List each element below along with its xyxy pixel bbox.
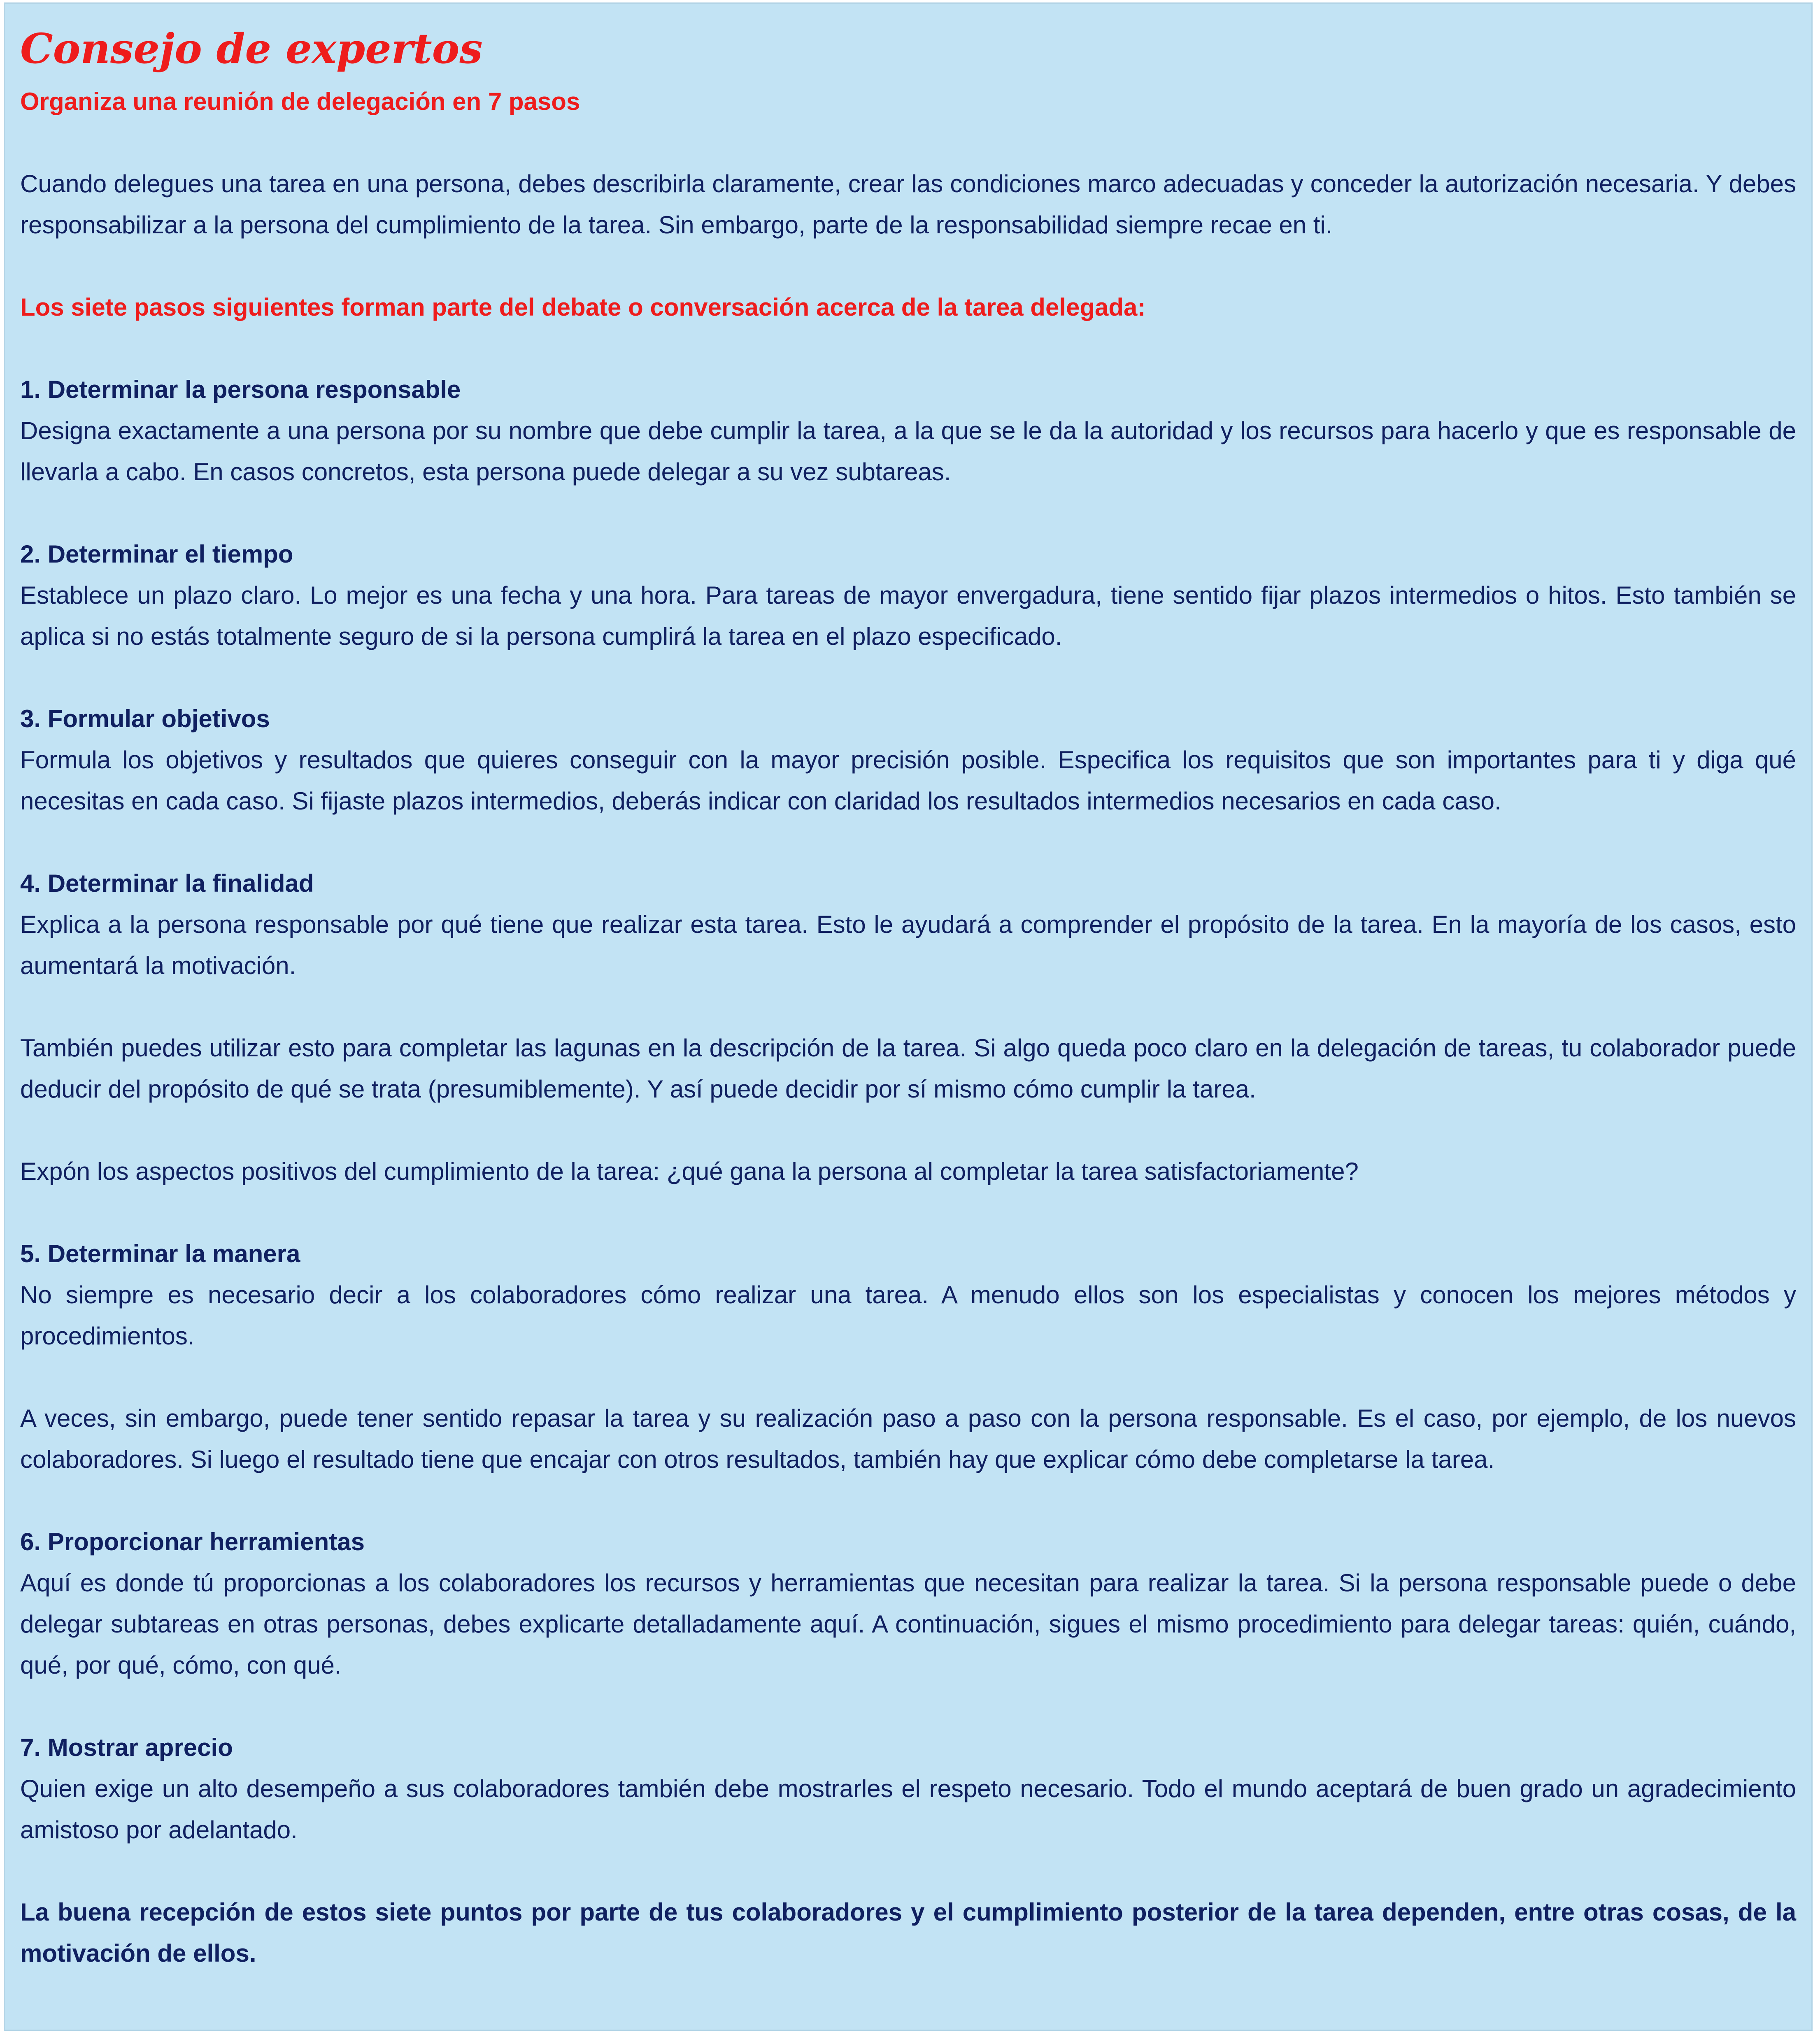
- expert-advice-panel: [4, 2, 1813, 2031]
- step-1: [20, 369, 1796, 493]
- step-heading: 2. Determinar el tiempo: [20, 540, 293, 568]
- step-3: [20, 698, 1796, 822]
- step-text: Aquí es donde tú proporcionas a los colaboradores los recursos y herramientas que necesitan para realizar la tarea. Si la persona responsable puede o debe delegar subtareas en otras personas, debes explicarte detalladamente aquí. A continuación, sigues el mismo procedimiento para delegar tareas: quién, cuándo, qué, por qué, cómo, con qué.: [20, 1569, 1796, 1679]
- step-text: No siempre es necesario decir a los colaboradores cómo realizar una tarea. A menudo ellos son los especialistas y conocen los mejores métodos y procedimientos.: [20, 1281, 1796, 1350]
- closing-statement: La buena recepción de estos siete puntos por parte de tus colaboradores y el cumplimiento posterior de la tarea dependen, entre otras cosas, de la motivación de ellos.: [20, 1898, 1796, 1967]
- step-text: Establece un plazo claro. Lo mejor es una fecha y una hora. Para tareas de mayor envergadura, tiene sentido fijar plazos intermedios o hitos. Esto también se aplica si no estás totalmente seguro de si la persona cumplirá la tarea en el plazo especificado.: [20, 581, 1796, 650]
- step-4: [20, 863, 1796, 986]
- step-heading: 6. Proporcionar herramientas: [20, 1528, 365, 1556]
- step-5-paragraph-2: A veces, sin embargo, puede tener sentido repasar la tarea y su realización paso a paso con la persona responsable. Es el caso, por ejemplo, de los nuevos colaboradores. Si luego el resultado tiene que encajar con otros resultados, también hay que explicar cómo debe completarse la tarea.: [20, 1405, 1796, 1473]
- step-4-paragraph-3: Expón los aspectos positivos del cumplimiento de la tarea: ¿qué gana la persona al completar la tarea satisfactoriamente?: [20, 1158, 1359, 1185]
- step-4-paragraph-2: También puedes utilizar esto para completar las lagunas en la descripción de la tarea. Si algo queda poco claro en la delegación de tareas, tu colaborador puede deducir del propósito de qué se trata (presumiblemente). Y así puede decidir por sí mismo cómo cumplir la tarea.: [20, 1034, 1796, 1103]
- step-heading: 5. Determinar la manera: [20, 1240, 300, 1267]
- steps-lead: Los siete pasos siguientes forman parte del debate o conversación acerca de la tarea delegada:: [20, 293, 1146, 321]
- step-6: [20, 1521, 1796, 1686]
- subtitle: Organiza una reunión de delegación en 7 pasos: [20, 88, 580, 115]
- step-text: Designa exactamente a una persona por su nombre que debe cumplir la tarea, a la que se le da la autoridad y los recursos para hacerlo y que es responsable de llevarla a cabo. En casos concretos, esta persona puede delegar a su vez subtareas.: [20, 417, 1796, 486]
- step-2: [20, 534, 1796, 657]
- step-text: Quien exige un alto desempeño a sus colaboradores también debe mostrarles el respeto necesario. Todo el mundo aceptará de buen grado un agradecimiento amistoso por adelantado.: [20, 1775, 1796, 1844]
- step-text: Explica a la persona responsable por qué tiene que realizar esta tarea. Esto le ayudará a comprender el propósito de la tarea. En la mayoría de los casos, esto aumentará la motivación.: [20, 911, 1796, 979]
- intro-paragraph: Cuando delegues una tarea en una persona, debes describirla claramente, crear las condiciones marco adecuadas y conceder la autorización necesaria. Y debes responsabilizar a la persona del cumplimiento de la tarea. Sin embargo, parte de la responsabilidad siempre recae en ti.: [20, 170, 1796, 239]
- step-heading: 7. Mostrar aprecio: [20, 1734, 233, 1761]
- step-7: [20, 1727, 1796, 1851]
- page-title: Consejo de expertos: [20, 24, 483, 73]
- step-heading: 3. Formular objetivos: [20, 705, 270, 732]
- step-text: Formula los objetivos y resultados que quieres conseguir con la mayor precisión posible. Especifica los requisitos que son importantes para ti y diga qué necesitas en cada caso. Si fijaste plazos intermedios, deberás indicar con claridad los resultados intermedios necesarios en cada caso.: [20, 746, 1796, 815]
- step-heading: 4. Determinar la finalidad: [20, 870, 314, 897]
- step-heading: 1. Determinar la persona responsable: [20, 376, 461, 403]
- step-5: [20, 1233, 1796, 1357]
